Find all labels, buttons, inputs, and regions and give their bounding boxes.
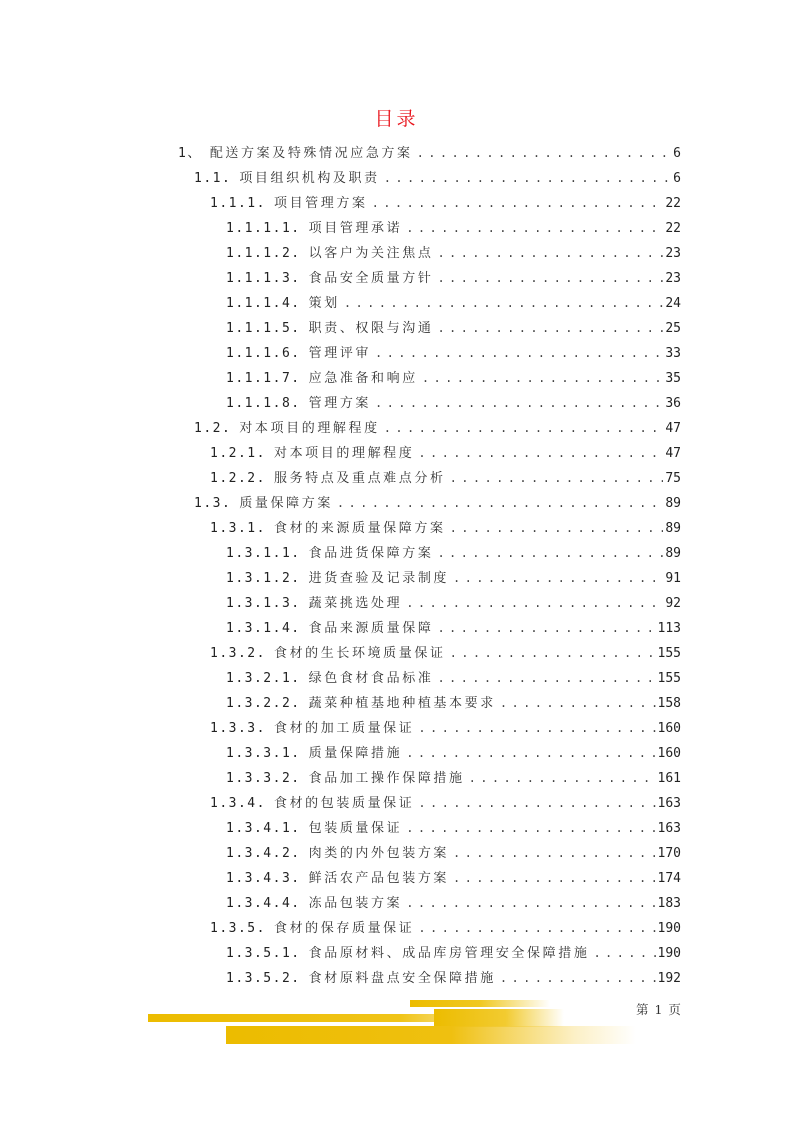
toc-entry-title: 食材的包装质量保证 [273, 796, 415, 811]
toc-entry[interactable] [226, 766, 681, 791]
toc-entry-page: 190 [657, 921, 681, 936]
toc-entry[interactable] [210, 516, 681, 541]
toc-leader-dots [418, 791, 655, 816]
toc-leader-dots [469, 766, 656, 791]
toc-entry-page: 183 [657, 896, 681, 911]
toc-entry-title: 质量保障方案 [239, 496, 333, 511]
toc-entry-page: 6 [673, 171, 681, 186]
toc-entry-number: 1.3.4.2. [226, 846, 301, 861]
toc-entry-number: 1.1.1.3. [226, 271, 301, 286]
toc-entry[interactable] [226, 816, 681, 841]
toc-entry-title: 食品进货保障方案 [308, 546, 434, 561]
footer-decor-bar [226, 1026, 636, 1044]
toc-entry[interactable] [226, 866, 681, 891]
toc-entry-number: 1.1. [194, 171, 232, 186]
toc-leader-dots [593, 941, 655, 966]
toc-entry[interactable] [210, 641, 681, 666]
toc-entry-title: 策划 [308, 296, 340, 311]
toc-entry[interactable] [226, 741, 681, 766]
toc-entry-page: 22 [665, 221, 681, 236]
toc-entry-page: 192 [657, 971, 681, 986]
toc-entry-title: 蔬菜挑选处理 [308, 596, 403, 611]
toc-entry-number: 1.3.1.3. [226, 596, 301, 611]
toc-entry-title: 鲜活农产品包装方案 [308, 871, 450, 886]
toc-leader-dots [450, 466, 664, 491]
toc-entry[interactable] [226, 216, 681, 241]
toc-entry-page: 155 [657, 646, 681, 661]
toc-entry-number: 1.1.1.5. [226, 321, 301, 336]
toc-entry[interactable] [226, 591, 681, 616]
toc-entry[interactable] [210, 441, 681, 466]
toc-entry-number: 1.3.2.1. [226, 671, 301, 686]
toc-entry[interactable] [226, 291, 681, 316]
toc-leader-dots [453, 566, 663, 591]
toc-entry-number: 1.3.1.4. [226, 621, 301, 636]
toc-entry-page: 160 [657, 746, 681, 761]
toc-entry-title: 管理方案 [308, 396, 372, 411]
toc-entry-page: 163 [657, 796, 681, 811]
toc-entry-number: 1.1.1.4. [226, 296, 301, 311]
toc-entry-number: 1.1.1.2. [226, 246, 301, 261]
toc-entry-page: 91 [665, 571, 681, 586]
toc-entry-page: 113 [657, 621, 681, 636]
toc-leader-dots [437, 316, 663, 341]
toc-entry-page: 161 [657, 771, 681, 786]
toc-entry-title: 项目管理承诺 [308, 221, 403, 236]
toc-entry-page: 92 [665, 596, 681, 611]
toc-leader-dots [437, 616, 655, 641]
toc-entry-page: 35 [665, 371, 681, 386]
toc-leader-dots [422, 366, 664, 391]
toc-leader-dots [406, 891, 655, 916]
toc-leader-dots [406, 816, 655, 841]
toc-entry-title: 绿色食材食品标准 [308, 671, 434, 686]
toc-entry-title: 食品来源质量保障 [308, 621, 434, 636]
toc-leader-dots [384, 166, 671, 191]
toc-leader-dots [453, 841, 655, 866]
toc-entry[interactable] [226, 891, 681, 916]
toc-entry-number: 1.3.4.1. [226, 821, 301, 836]
toc-leader-dots [406, 591, 663, 616]
footer-decor-bar [410, 1000, 550, 1007]
toc-entry-page: 24 [665, 296, 681, 311]
toc-entry[interactable] [226, 841, 681, 866]
footer-decor-bar [434, 1009, 564, 1027]
toc-entry[interactable] [226, 316, 681, 341]
toc-entry-number: 1.3.4. [210, 796, 266, 811]
toc-entry-page: 23 [665, 246, 681, 261]
toc-leader-dots [418, 716, 655, 741]
toc-entry[interactable] [226, 666, 681, 691]
toc-entry[interactable] [226, 341, 681, 366]
toc-entry[interactable] [210, 791, 681, 816]
toc-entry-title: 项目管理方案 [273, 196, 368, 211]
toc-entry-number: 1.3.3. [210, 721, 266, 736]
toc-entry[interactable] [226, 391, 681, 416]
toc-leader-dots [437, 266, 663, 291]
page-number: 第 1 页 [636, 1002, 682, 1017]
toc-entry-number: 1.3.4.3. [226, 871, 301, 886]
toc-entry-page: 22 [665, 196, 681, 211]
toc-leader-dots [450, 516, 664, 541]
toc-entry-page: 75 [665, 471, 681, 486]
toc-entry[interactable] [194, 491, 681, 516]
toc-entry-page: 25 [665, 321, 681, 336]
toc-leader-dots [406, 741, 655, 766]
toc-entry-title: 以客户为关注焦点 [308, 246, 434, 261]
toc-entry-number: 1.3. [194, 496, 232, 511]
toc-leader-dots [375, 391, 663, 416]
toc-entry-title: 项目组织机构及职责 [239, 171, 380, 186]
toc-entry-page: 89 [665, 521, 681, 536]
toc-leader-dots [344, 291, 664, 316]
toc-leader-dots [384, 416, 664, 441]
toc-entry[interactable] [226, 266, 681, 291]
toc-entry-title: 对本项目的理解程度 [273, 446, 415, 461]
toc-entry-title: 食品原材料、成品库房管理安全保障措施 [308, 946, 590, 961]
toc-title: 目录 [374, 108, 419, 130]
toc-entry-number: 1.3.3.2. [226, 771, 301, 786]
toc-entry-title: 应急准备和响应 [308, 371, 418, 386]
toc-entry-number: 1.3.5. [210, 921, 266, 936]
toc-entry-number: 1.2. [194, 421, 232, 436]
toc-entry-number: 1.3.1.1. [226, 546, 301, 561]
toc-entry-number: 1.3.5.2. [226, 971, 301, 986]
toc-entry-title: 服务特点及重点难点分析 [273, 471, 446, 486]
toc-entry[interactable] [194, 416, 681, 441]
toc-entry-title: 肉类的内外包装方案 [308, 846, 450, 861]
toc-entry-page: 170 [657, 846, 681, 861]
toc-entry-number: 1.1.1.1. [226, 221, 301, 236]
toc-entry[interactable] [226, 566, 681, 591]
toc-entry-title: 包装质量保证 [308, 821, 403, 836]
toc-entry-number: 1.1.1. [210, 196, 266, 211]
toc-entry-title: 食材的加工质量保证 [273, 721, 415, 736]
toc-entry-page: 158 [657, 696, 681, 711]
toc-entry-title: 食材的生长环境质量保证 [273, 646, 446, 661]
toc-leader-dots [406, 216, 663, 241]
toc-entry-number: 1.1.1.8. [226, 396, 301, 411]
toc-entry-title: 食材原料盘点安全保障措施 [308, 971, 496, 986]
toc-entry-page: 47 [665, 421, 681, 436]
toc-entry-page: 160 [657, 721, 681, 736]
toc-entry-page: 36 [665, 396, 681, 411]
toc-leader-dots [375, 341, 663, 366]
toc-entry-number: 1.2.1. [210, 446, 266, 461]
toc-entry-number: 1、 [178, 146, 202, 161]
toc-entry-page: 6 [673, 146, 681, 161]
toc-leader-dots [418, 916, 655, 941]
toc-entry-page: 163 [657, 821, 681, 836]
toc-entry-title: 质量保障措施 [308, 746, 403, 761]
toc-entry-title: 食材的保存质量保证 [273, 921, 415, 936]
toc-leader-dots [437, 241, 663, 266]
toc-entry-page: 190 [657, 946, 681, 961]
toc-leader-dots [450, 641, 656, 666]
toc-leader-dots [500, 966, 656, 991]
toc-entry[interactable] [226, 691, 681, 716]
toc-entry-number: 1.3.2.2. [226, 696, 301, 711]
toc-entry-number: 1.3.1.2. [226, 571, 301, 586]
toc-entry[interactable] [226, 941, 681, 966]
toc-entry[interactable] [210, 466, 681, 491]
toc-entry-title: 对本项目的理解程度 [239, 421, 380, 436]
toc-leader-dots [417, 141, 672, 166]
toc-entry-number: 1.3.5.1. [226, 946, 301, 961]
toc-entry-title: 管理评审 [308, 346, 372, 361]
toc-entry-number: 1.1.1.6. [226, 346, 301, 361]
toc-entry-number: 1.2.2. [210, 471, 266, 486]
toc-entry[interactable] [226, 241, 681, 266]
toc-entry-page: 89 [665, 546, 681, 561]
toc-entry-title: 配送方案及特殊情况应急方案 [209, 146, 413, 161]
toc-entry-page: 33 [665, 346, 681, 361]
toc-entry-title: 食品安全质量方针 [308, 271, 434, 286]
toc-leader-dots [453, 866, 655, 891]
toc-entry-number: 1.1.1.7. [226, 371, 301, 386]
toc-entry-number: 1.3.4.4. [226, 896, 301, 911]
toc-entry-title: 食材的来源质量保障方案 [273, 521, 446, 536]
toc-entry[interactable] [226, 541, 681, 566]
toc-entry-number: 1.3.2. [210, 646, 266, 661]
toc-entry[interactable] [226, 366, 681, 391]
toc-leader-dots [372, 191, 664, 216]
toc-entry[interactable] [210, 716, 681, 741]
toc-entry[interactable] [226, 966, 681, 991]
toc-entry-title: 进货查验及记录制度 [308, 571, 450, 586]
toc-entry[interactable] [210, 916, 681, 941]
toc-entry-title: 蔬菜种植基地种植基本要求 [308, 696, 496, 711]
toc-entry-page: 89 [665, 496, 681, 511]
toc-leader-dots [500, 691, 656, 716]
toc-entry-page: 155 [657, 671, 681, 686]
toc-entry[interactable] [226, 616, 681, 641]
toc-entry-number: 1.3.3.1. [226, 746, 301, 761]
toc-entry-title: 食品加工操作保障措施 [308, 771, 465, 786]
toc-entry-title: 冻品包装方案 [308, 896, 403, 911]
toc-entry-page: 174 [657, 871, 681, 886]
toc-leader-dots [337, 491, 663, 516]
toc-entry-number: 1.3.1. [210, 521, 266, 536]
toc-entry-page: 23 [665, 271, 681, 286]
toc-leader-dots [437, 666, 655, 691]
toc-entry[interactable] [178, 141, 681, 166]
toc-entry[interactable] [194, 166, 681, 191]
toc-entry[interactable] [210, 191, 681, 216]
toc-entry-page: 47 [665, 446, 681, 461]
toc-leader-dots [418, 441, 663, 466]
toc-entry-title: 职责、权限与沟通 [308, 321, 434, 336]
toc-leader-dots [437, 541, 663, 566]
